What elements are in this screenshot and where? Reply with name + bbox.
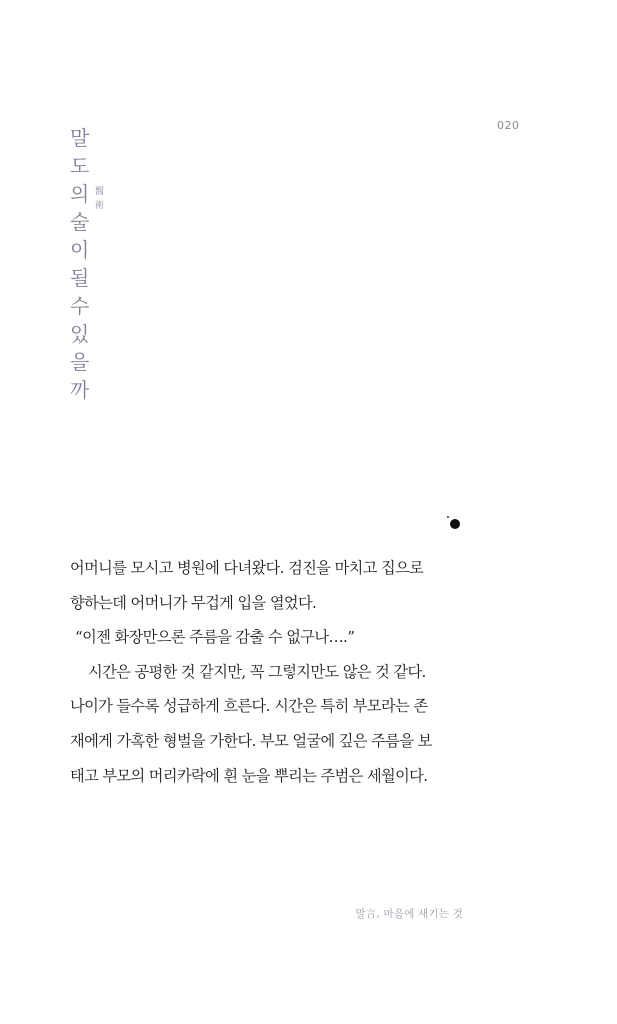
vertical-chapter-title [70, 124, 110, 404]
title-char: 을 [70, 350, 90, 374]
title-hanja: 術 [95, 201, 105, 211]
title-char: 이 [70, 238, 90, 262]
page-number: 020 [497, 119, 520, 132]
decorative-dot [447, 516, 449, 518]
title-char: 의 醫 [70, 182, 105, 206]
running-footer: 말言, 마음에 새기는 것 [355, 908, 463, 920]
title-char: 수 [70, 294, 90, 318]
body-line-quote: “이젠 화장만으론 주름을 감출 수 없구나….” [75, 628, 355, 647]
title-char: 있 [70, 322, 90, 346]
body-line: 어머니를 모시고 병원에 다녀왔다. 검진을 마치고 집으로 [70, 559, 424, 577]
body-line: 나이가 들수록 성급하게 흐른다. 시간은 특히 부모라는 존 [70, 697, 428, 716]
title-char: 술 術 [70, 201, 105, 234]
bullet-mark [450, 519, 460, 529]
title-char: 될 [70, 266, 90, 290]
title-char: 까 [70, 378, 90, 402]
title-char: 말 [70, 126, 90, 150]
body-line: 재에게 가혹한 형벌을 가한다. 부모 얼굴에 깊은 주름을 보 [70, 731, 432, 750]
title-char: 도 [70, 154, 90, 178]
body-text [70, 551, 470, 793]
body-line: 태고 부모의 머리카락에 흰 눈을 뿌리는 주범은 세월이다. [70, 766, 428, 785]
body-line: 향하는데 어머니가 무겁게 입을 열었다. [70, 593, 317, 612]
body-line-indented: 시간은 공평한 것 같지만, 꼭 그렇지만도 않은 것 같다. [88, 662, 426, 681]
title-hanja: 醫 [95, 187, 105, 197]
